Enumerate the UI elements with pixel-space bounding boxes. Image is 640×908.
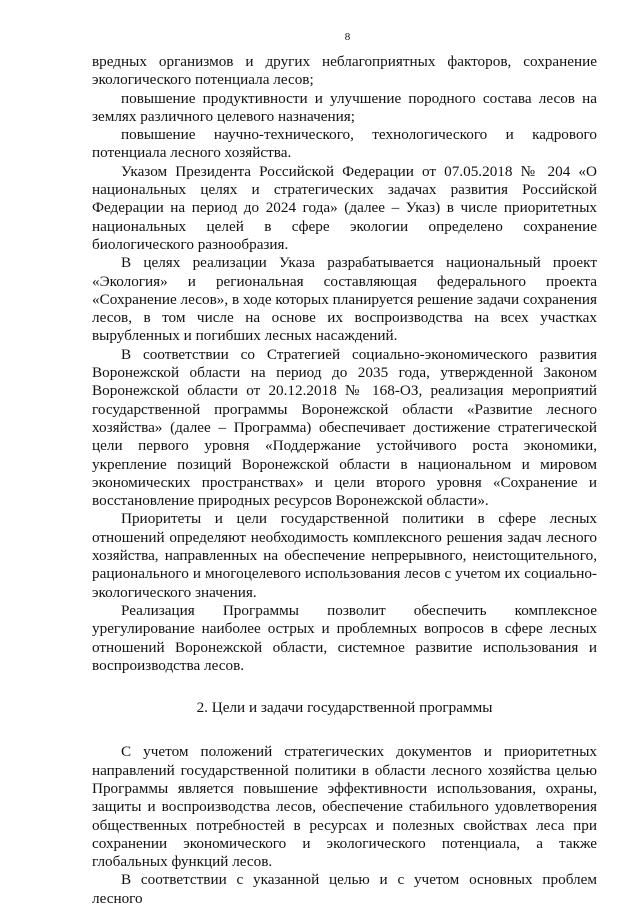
- paragraph: В соответствии со Стратегией социально-экономического развития Воронежской области на период до 2035 года, утвержденной Законом Воронежской области от 20.12.2018 № 168-ОЗ, реализация мероприятий государственной программы Воронежской области «Развитие лесного хозяйства» (далее – Программа) обеспечивает достижение стратегической цели первого уровня «Поддержание устойчивого роста экономики, укрепление позиций Воронежской области в национальном и мировом экономических пространствах» и цели второго уровня «Сохранение и восстановление природных ресурсов Воронежской области».: [92, 345, 597, 510]
- section-heading: 2. Цели и задачи государственной программы: [196, 699, 493, 717]
- body-text-before-heading: [92, 53, 597, 675]
- paragraph: повышение продуктивности и улучшение породного состава лесов на землях различного целевого назначения;: [92, 89, 597, 125]
- page-number: 8: [344, 31, 351, 43]
- paragraph: С учетом положений стратегических документов и приоритетных направлений государственной политики в области лесного хозяйства целью Программы является повышение эффективности использования, охраны, защиты и воспроизводства лесов, обеспечение стабильного удовлетворения общественных потребностей в ресурсах и полезных свойствах леса при сохранении экономического и экологического потенциала, а также глобальных функций лесов.: [92, 743, 597, 871]
- paragraph: Указом Президента Российской Федерации от 07.05.2018 № 204 «О национальных целях и стратегических задачах развития Российской Федерации на период до 2024 года» (далее – Указ) в числе приоритетных национальных целей в сфере экологии определено сохранение биологического разнообразия.: [92, 162, 597, 253]
- paragraph: В целях реализации Указа разрабатывается национальный проект «Экология» и региональная составляющая федерального проекта «Сохранение лесов», в ходе которых планируется решение задачи сохранения лесов, в том числе на основе их воспроизводства на всех участках вырубленных и погибших лесных насаждений.: [92, 254, 597, 345]
- paragraph: Приоритеты и цели государственной политики в сфере лесных отношений определяют необходимость комплексного решения задач лесного хозяйства, направленных на обеспечение непрерывного, неистощительного, рационального и многоцелевого использования лесов с учетом их социально-экологического значения.: [92, 510, 597, 601]
- paragraph: Реализация Программы позволит обеспечить комплексное урегулирование наиболее острых и проблемных вопросов в сфере лесных отношений Воронежской области, системное развитие использования и воспроизводства лесов.: [92, 601, 597, 674]
- paragraph: В соответствии с указанной целью и с учетом основных проблем лесного: [92, 871, 597, 907]
- paragraph: повышение научно-технического, технологического и кадрового потенциала лесного хозяйства.: [92, 126, 597, 162]
- body-text-after-heading: [92, 743, 597, 908]
- paragraph: вредных организмов и других неблагоприятных факторов, сохранение экологического потенциала лесов;: [92, 53, 597, 89]
